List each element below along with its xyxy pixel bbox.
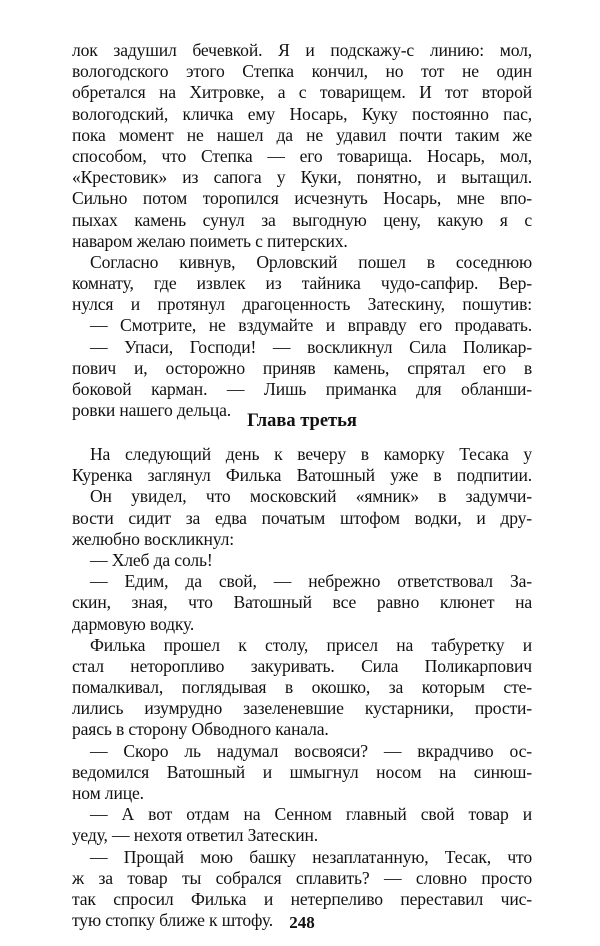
text-line: лились изумрудно зазеленевшие кустарники, прости- <box>72 698 532 719</box>
text-line: наваром желаю поиметь с питерских. <box>72 230 348 251</box>
text-line: скин, зная, что Ватошный все равно клюнет на <box>72 592 532 613</box>
text-line: Он увидел, что московский «ямник» в задумчи- <box>90 486 532 507</box>
text-line: тую стопку ближе к штофу. <box>72 910 273 931</box>
text-line: нулся и протянул драгоценность Затескину, пошутив: <box>72 294 532 315</box>
text-line: лок задушил бечевкой. Я и подскажу-с линию: мол, <box>72 40 532 60</box>
text-line: способом, что Степка — его товарища. Носарь, мол, <box>72 145 532 166</box>
page-number: 248 <box>289 913 315 932</box>
text-line: уеду, — нехотя ответил Затескин. <box>72 825 318 846</box>
text-line: На следующий день к вечеру в каморку Тесака у <box>90 444 532 464</box>
text-line: «Крестовик» из сапога у Куки, понятно, и вытащил. <box>72 167 532 188</box>
text-line: пыхах камень сунул за выгодную цену, какую я с <box>72 209 532 230</box>
text-line: дармовую водку. <box>72 613 195 634</box>
text-line: помалкивал, поглядывая в окошко, за которым сте- <box>72 677 532 698</box>
text-line: пович и, осторожно приняв камень, спрятал его в <box>72 357 532 378</box>
text-line: вости сидит за едва початым штофом водки, и дру- <box>72 507 532 528</box>
text-line: боковой карман. — Лишь приманка для обланши- <box>72 379 532 399</box>
text-line: — Скоро ль надумал восвояси? — вкрадчиво ос- <box>90 740 532 761</box>
text-line: — А вот отдам на Сенном главный свой товар и <box>90 804 532 825</box>
text-line: Филька прошел к столу, присел на табуретку и <box>90 634 532 655</box>
text-line: раясь в сторону Обводного канала. <box>72 719 329 740</box>
text-line: Согласно кивнув, Орловский пошел в соседнюю <box>90 251 532 272</box>
text-block-top <box>72 40 532 421</box>
text-line: — Смотрите, не вздумайте и вправду его продавать. <box>90 315 532 336</box>
text-line: пока момент не нашел да не удавил почти таким же <box>72 124 532 145</box>
text-line: ном лице. <box>72 783 144 803</box>
text-line: ведомился Ватошный и шмыгнул носом на синюш- <box>72 761 532 782</box>
text-line: вологодского этого Степка кончил, но тот не один <box>72 61 532 82</box>
text-line: — Едим, да свой, — небрежно ответствовал За- <box>90 571 532 592</box>
text-line: вологодский, кличка ему Носарь, Куку постоянно пас, <box>72 103 532 124</box>
text-line: так спросил Филька и нетерпеливо переставил чис- <box>72 888 532 909</box>
text-line: ровки нашего дельца. <box>72 400 232 421</box>
chapter-heading: Глава третья <box>247 411 357 431</box>
text-line: — Хлеб да соль! <box>90 549 213 570</box>
text-line: обретался на Хитровке, а с товарищем. И тот второй <box>72 82 532 103</box>
text-line: желюбно воскликнул: <box>72 528 234 549</box>
text-block-bottom <box>72 444 532 931</box>
text-line: комнату, где извлек из тайника чудо-сапфир. Вер- <box>72 273 532 294</box>
text-line: Куренка заглянул Филька Ватошный уже в подпитии. <box>72 465 532 486</box>
text-line: — Упаси, Господи! — воскликнул Сила Поликар- <box>90 336 532 357</box>
text-line: Сильно потом торопился исчезнуть Носарь, мне впо- <box>72 188 532 209</box>
text-line: стал неторопливо закуривать. Сила Поликарпович <box>72 655 532 676</box>
text-line: ж за товар ты собрался сплавить? — словно просто <box>72 867 532 888</box>
text-line: — Прощай мою башку незаплатанную, Тесак, что <box>90 846 532 867</box>
